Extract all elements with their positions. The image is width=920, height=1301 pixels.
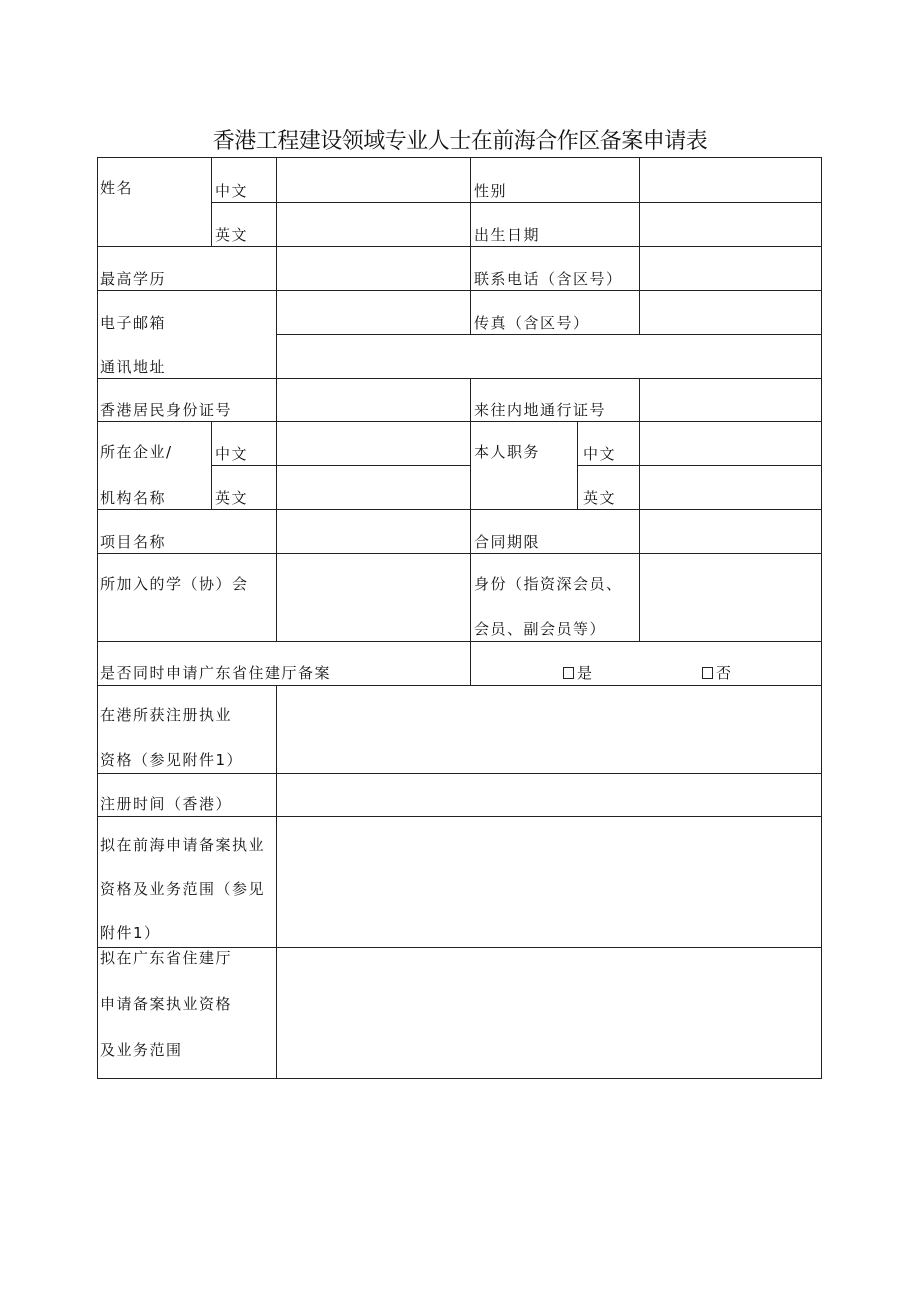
- email-label: 电子邮箱: [100, 314, 167, 332]
- registration-time-label: 注册时间（香港）: [100, 795, 233, 813]
- contract-period-input[interactable]: [640, 510, 821, 553]
- no-option-label: 否: [716, 664, 733, 682]
- name-chinese-input[interactable]: [277, 158, 470, 202]
- col-divider: [211, 421, 212, 509]
- education-input[interactable]: [277, 247, 470, 290]
- hk-qualification-label-line2: 资格（参见附件1）: [100, 751, 244, 769]
- membership-label-line1: 身份（指资深会员、: [474, 575, 623, 593]
- mainland-permit-input[interactable]: [640, 379, 821, 421]
- company-chinese-input[interactable]: [277, 422, 470, 465]
- guangdong-scope-input[interactable]: [277, 948, 821, 1078]
- table-border-left: [97, 157, 98, 1079]
- position-english-label: 英文: [583, 489, 617, 507]
- fax-input[interactable]: [640, 291, 821, 334]
- project-name-input[interactable]: [277, 510, 470, 553]
- contract-period-label: 合同期限: [474, 533, 541, 551]
- position-chinese-label: 中文: [583, 445, 617, 463]
- position-chinese-input[interactable]: [640, 422, 821, 465]
- table-border-right: [821, 157, 822, 1079]
- row-divider: [97, 641, 822, 642]
- fax-label: 传真（含区号）: [474, 314, 590, 332]
- membership-input[interactable]: [640, 554, 821, 641]
- phone-label: 联系电话（含区号）: [474, 270, 623, 288]
- company-chinese-label: 中文: [215, 445, 249, 463]
- qianhai-scope-label-line1: 拟在前海申请备案执业: [100, 836, 266, 854]
- company-label-line1: 所在企业/: [100, 443, 173, 461]
- table-border-bottom: [97, 1078, 822, 1079]
- birth-date-label: 出生日期: [474, 226, 541, 244]
- name-chinese-label: 中文: [215, 182, 249, 200]
- qianhai-scope-label-line2: 资格及业务范围（参见: [100, 880, 266, 898]
- checkbox-empty-icon[interactable]: [563, 667, 574, 679]
- guangdong-scope-label-line1: 拟在广东省住建厅: [100, 949, 233, 967]
- association-label: 所加入的学（协）会: [100, 575, 249, 593]
- col-divider: [577, 421, 578, 509]
- project-name-label: 项目名称: [100, 533, 167, 551]
- guangdong-question-label: 是否同时申请广东省住建厅备案: [100, 664, 332, 682]
- membership-label-line2: 会员、副会员等）: [474, 620, 607, 638]
- no-option[interactable]: [702, 666, 733, 681]
- yes-option[interactable]: [563, 666, 594, 681]
- yes-option-label: 是: [577, 664, 594, 682]
- email-input[interactable]: [277, 291, 470, 334]
- qianhai-scope-input[interactable]: [277, 817, 821, 947]
- company-english-label: 英文: [215, 489, 249, 507]
- address-label: 通讯地址: [100, 358, 167, 376]
- col-divider: [470, 157, 471, 334]
- hk-id-input[interactable]: [277, 379, 470, 421]
- guangdong-scope-label-line2: 申请备案执业资格: [100, 995, 233, 1013]
- birth-date-input[interactable]: [640, 203, 821, 246]
- company-label-line2: 机构名称: [100, 489, 167, 507]
- phone-input[interactable]: [640, 247, 821, 290]
- guangdong-scope-label-line3: 及业务范围: [100, 1041, 183, 1059]
- gender-input[interactable]: [640, 158, 821, 202]
- mainland-permit-label: 来往内地通行证号: [474, 401, 607, 419]
- col-divider: [470, 378, 471, 685]
- hk-id-label: 香港居民身份证号: [100, 401, 233, 419]
- name-english-input[interactable]: [277, 203, 470, 246]
- gender-label: 性别: [474, 182, 508, 200]
- address-input[interactable]: [277, 335, 821, 378]
- position-english-input[interactable]: [640, 466, 821, 509]
- position-label: 本人职务: [474, 443, 541, 461]
- registration-time-input[interactable]: [277, 774, 821, 816]
- education-label: 最高学历: [100, 270, 167, 288]
- name-label: 姓名: [100, 179, 134, 197]
- hk-qualification-input[interactable]: [277, 686, 821, 773]
- name-english-label: 英文: [215, 226, 249, 244]
- checkbox-empty-icon[interactable]: [702, 667, 713, 679]
- association-input[interactable]: [277, 554, 470, 641]
- qianhai-scope-label-line3: 附件1）: [100, 924, 161, 942]
- hk-qualification-label-line1: 在港所获注册执业: [100, 706, 233, 724]
- form-title: 香港工程建设领域专业人士在前海合作区备案申请表: [212, 129, 708, 154]
- col-divider: [211, 157, 212, 246]
- company-english-input[interactable]: [277, 466, 470, 509]
